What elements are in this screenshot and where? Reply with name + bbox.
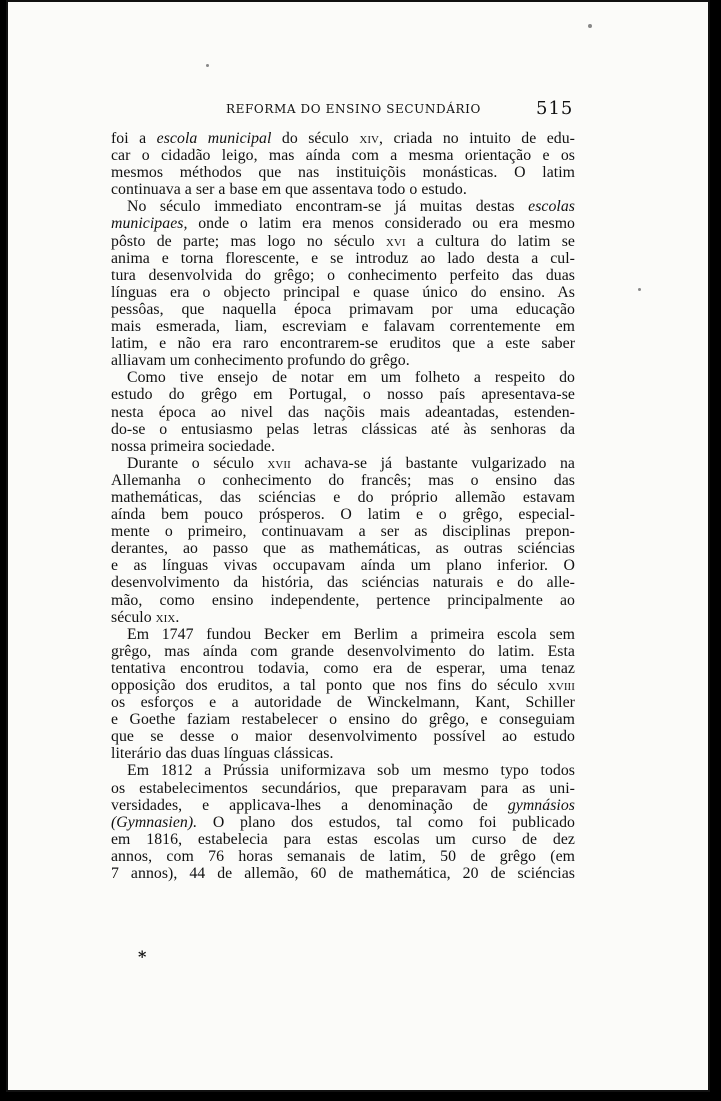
text-line: pessôas, que naquella época primavam por uma educação	[111, 300, 575, 318]
text-line: nesta época ao nivel das naçõis mais adeantadas, estenden-	[111, 403, 575, 421]
page-speck	[638, 288, 641, 291]
signature-mark: *	[138, 947, 147, 966]
text-line: desenvolvimento da história, das sciéncias naturais e do alle-	[111, 574, 575, 592]
text-line: municipaes, onde o latim era menos considerado ou era mesmo	[111, 215, 575, 233]
text-line: grêgo, mas aínda com grande desenvolvimento do latim. Esta	[111, 642, 575, 660]
text-line: mathemáticas, das sciéncias e do próprio allemão estavam	[111, 488, 575, 506]
page-speck	[206, 64, 209, 67]
text-line: versidades, e applicava-lhes a denominação de gymnásios	[111, 796, 575, 814]
text-line: Como tive ensejo de notar em um folheto a respeito do	[127, 369, 575, 387]
text-line: Durante o século xvii achava-se já bastante vulgarizado na	[127, 454, 575, 472]
text-line: mão, como ensino independente, pertence principalmente ao	[111, 591, 575, 609]
text-line: derantes, ao passo que as mathemáticas, as outras sciéncias	[111, 540, 575, 558]
text-line: mente o primeiro, continuavam a ser as disciplinas prepon-	[111, 523, 575, 541]
text-line: Em 1812 a Prússia uniformizava sob um mesmo typo todos	[127, 762, 575, 780]
text-line: do-se o entusiasmo pelas letras clássicas até às senhoras da	[111, 420, 575, 438]
running-title: REFORMA DO ENSINO SECUNDÁRIO	[226, 102, 481, 116]
text-line: anima e torna florescente, e se introduz ao lado desta a cul-	[111, 249, 575, 267]
text-line: século xix.	[111, 608, 180, 626]
book-page	[6, 0, 710, 1092]
text-line: tura desenvolvida do grêgo; o conhecimento perfeito das duas	[111, 266, 575, 284]
page-speck	[588, 24, 592, 28]
text-line: línguas era o objecto principal e quase único do ensino. As	[111, 283, 575, 301]
text-line: literário das duas línguas clássicas.	[111, 745, 334, 763]
text-line: annos, com 76 horas semanais de latim, 50 de grêgo (em	[111, 847, 575, 865]
text-line: Em 1747 fundou Becker em Berlim a primeira escola sem	[127, 625, 575, 643]
text-line: Allemanha o conhecimento do francês; mas o ensino das	[111, 471, 575, 489]
text-line: que se desse o maior desenvolvimento possível ao estudo	[111, 728, 575, 746]
page-number: 515	[536, 98, 574, 119]
text-line: opposição dos eruditos, a tal ponto que nos fins do século xviii	[111, 677, 575, 694]
text-line: os estabelecimentos secundários, que preparavam para as uni-	[111, 779, 575, 797]
text-line: latim, e não era raro encontrarem-se eruditos que a este saber	[111, 335, 575, 353]
text-line: continuava a ser a base em que assentava todo o estudo.	[111, 181, 467, 199]
text-line: mesmos méthodos que nas instituiçõis monásticas. O latim	[111, 164, 575, 182]
text-line: (Gymnasien). O plano dos estudos, tal como foi publicado	[111, 813, 575, 831]
text-line: e Goethe faziam restabelecer o ensino do grêgo, e conseguiam	[111, 711, 575, 729]
text-line: mais esmerada, liam, escreviam e falavam correntemente em	[111, 318, 575, 336]
text-line: estudo do grêgo em Portugal, o nosso país apresentava-se	[111, 386, 575, 404]
text-line: nossa primeira sociedade.	[111, 437, 275, 455]
text-line: pôsto de parte; mas logo no século xvi a cultura do latim se	[111, 232, 575, 250]
text-line: foi a escola municipal do século xiv, criada no intuito de edu-	[111, 130, 575, 147]
text-line: em 1816, estabelecia para estas escolas um curso de dez	[111, 830, 575, 848]
text-line: e as línguas vivas occupavam aínda um plano inferior. O	[111, 557, 575, 575]
text-line: aínda bem pouco prósperos. O latim e o grêgo, especial-	[111, 506, 575, 524]
text-line: 7 annos), 44 de allemão, 60 de mathemática, 20 de sciéncias	[111, 865, 575, 883]
text-line: os esforços e a autoridade de Winckelmann, Kant, Schiller	[111, 694, 575, 712]
text-line: car o cidadão leigo, mas aínda com a mesma orientação e os	[111, 147, 575, 165]
text-line: tentativa encontrou todavia, como era de esperar, uma tenaz	[111, 659, 575, 677]
text-line: alliavam um conhecimento profundo do grêgo.	[111, 352, 410, 370]
text-line: No século immediato encontram-se já muitas destas escolas	[127, 198, 575, 216]
body-text	[111, 130, 575, 882]
